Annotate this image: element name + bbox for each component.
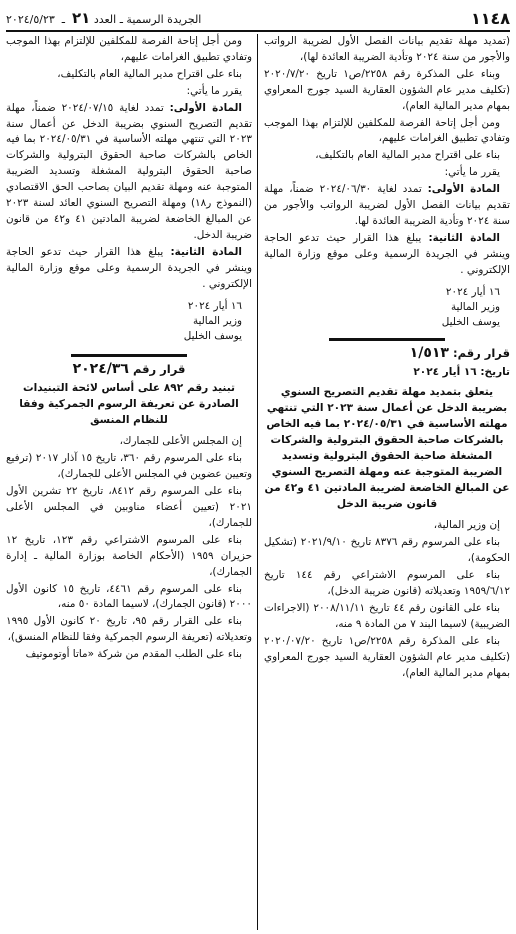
article-text: يبلغ هذا القرار حيث تدعو الحاجة وينشر في الجريدة الرسمية وعلى موقع وزارة المالية الإلكتروني . [264, 231, 510, 276]
article-text: تمدد لغاية ٢٠٢٤/٠٦/٣٠ ضمناً، مهلة تقديم بيانات الفصل الأول لضريبة الرواتب والأجور من سنة ٢٠٢٤ وتأدية الضريبة العائدة لها. [264, 183, 510, 227]
paragraph: بناء على اقتراح مدير المالية العام بالتكليف، [57, 67, 242, 80]
page-header [6, 6, 510, 32]
decision-heading [264, 346, 510, 362]
decision-heading [6, 362, 252, 378]
issue-number: ٢١ [72, 9, 91, 27]
signature-date: ١٦ أيار ٢٠٢٤ [445, 285, 500, 298]
article-2 [6, 245, 252, 293]
article-label: المادة الثانية: [428, 231, 500, 244]
column-divider [257, 34, 258, 930]
decision-label: قرار رقم [132, 361, 186, 376]
signature-name: يوسف الخليل [183, 329, 242, 342]
article-label: المادة الثانية: [170, 245, 242, 258]
decision-subject: يتعلق بتمديد مهلة تقديم التصريح السنوي بضريبة الدخل عن أعمال سنة ٢٠٢٣ التي تنتهي مهلته الأساسية في ٢٠٢٤/٠٥/٣١ بما فيه الخاص بالشركات صاحبة الحقوق البترولية والشركات المشغلة صاحبة الحقوق البترولية وتسديد الضريبة المتوجبة عنه ومهلة التصريح السنوي عن المبالغ الخاضعة لضريبة المادتين ٤١ و٤٢ من قانون ضريبة الدخل [264, 386, 510, 511]
paragraph: إن المجلس الأعلى للجمارك، [119, 435, 242, 448]
paragraph: بناء على المرسوم الاشتراعي رقم ١٤٤ تاريخ ١٩٥٩/٦/١٢ وتعديلاته (قانون ضريبة الدخل)، [264, 569, 510, 598]
issue-date: ٢٠٢٤/٥/٢٣ [6, 13, 55, 26]
left-column [6, 34, 252, 664]
decision-date: تاريخ: ١٦ أيار ٢٠٢٤ [413, 365, 510, 378]
paragraph: ومن أجل إتاحة الفرصة للمكلفين للإلتزام بهذا الموجب وتفادي تطبيق الغرامات عليهم، [264, 116, 510, 145]
article-text: يبلغ هذا القرار حيث تدعو الحاجة وينشر في الجريدة الرسمية وعلى موقع وزارة المالية الإلكتروني . [6, 245, 252, 290]
signature-block [6, 299, 252, 344]
article-label: المادة الأولى: [427, 183, 500, 196]
paragraph: بناء على القانون رقم ٤٤ تاريخ ٢٠٠٨/١١/١١ (الاجراءات الضريبية) لاسيما البند ٧ من المادة ٩ منه، [264, 601, 510, 630]
signature-title: وزير المالية [450, 300, 500, 313]
signature-title: وزير المالية [192, 314, 242, 327]
paragraph: بناء على الطلب المقدم من شركة «ماتا أوتوموتيف [25, 648, 242, 661]
article-label: المادة الأولى: [169, 101, 242, 114]
decides-line: يقرر ما يأتي: [186, 84, 242, 97]
signature-block [264, 285, 510, 330]
page-number: ١١٤٨ [470, 8, 510, 28]
decides-line: يقرر ما يأتي: [444, 166, 500, 179]
paragraph: بناء على المرسوم رقم ٨٣٧٦ تاريخ ٢٠٢١/٩/١٠ (تشكيل الحكومة)، [264, 536, 510, 565]
paragraph: بناء على المرسوم رقم ٤٤٦١، تاريخ ١٥ كانون الأول ٢٠٠٠ (قانون الجمارك)، لاسيما المادة ٥٠ منه، [6, 582, 252, 611]
paragraph: ومن أجل إتاحة الفرصة للمكلفين للإلتزام بهذا الموجب وتفادي تطبيق الغرامات عليهم، [6, 35, 252, 63]
paragraph: بناء على القرار رقم ٩٥، تاريخ ٢٠ كانون الأول ١٩٩٥ وتعديلاته (تعريفة الرسوم الجمركية وفقا للنظام المنسق)، [6, 615, 252, 644]
gazette-name: الجريدة الرسمية ـ العدد [93, 13, 202, 26]
signature-name: يوسف الخليل [441, 315, 500, 328]
paragraph: إن وزير المالية، [433, 519, 500, 532]
decision-number: ٢٠٢٤/٣٦ [72, 360, 129, 377]
paragraph: بناء على المرسوم رقم ٣٦٠، تاريخ ١٥ آذار ٢٠١٧ (ترفيع وتعيين عضوين في المجلس الأعلى للجمارك)، [6, 452, 252, 481]
article-text: تمدد لغاية ٢٠٢٤/٠٧/١٥ ضمناً، مهلة تقديم التصريح السنوي بضريبة الدخل عن أعمال سنة ٢٠٢٣ التي تنتهي مهلته الأساسية في ٢٠٢٤/٠٥/٣١ بما فيه الخاص بالشركات صاحبة الحقوق البترولية والشركات صاحبة الحقوق البترولية المشغلة وتسديد الضريبة المتوجبة عنه ومهلة تقديم البيان بصاحب الحق الاقتصادي (النموذج ر١٨) ومهلة التصريح السنوي العائد لسنة ٢٠٢٣ عن المبالغ الخاضعة لضريبة المادتين ٤١ و٤٢ من قانون ضريبة الدخل. [6, 101, 253, 241]
article-1 [264, 182, 510, 230]
paragraph: (تمديد مهلة تقديم بيانات الفصل الأول لضريبة الرواتب والأجور من سنة ٢٠٢٤ وتأدية الضريبة العائدة لها)، [264, 35, 510, 63]
decision-subject: تبنيد رقم ٨٩٢ على أساس لائحة التبنيدات الصادرة عن تعريفة الرسوم الجمركية وفقا للنظام المنسق [19, 382, 239, 427]
right-column [264, 34, 510, 682]
article-2 [264, 231, 510, 279]
paragraph: بناء على المرسوم الاشتراعي رقم ١٢٣، تاريخ ١٢ حزيران ١٩٥٩ (الأحكام الخاصة بوزارة المالية ـ إدارة الجمارك)، [6, 533, 252, 578]
decision-number: ١/٥١٣ [409, 344, 449, 361]
paragraph: بناء على المذكرة رقم ٢٢٥٨/ص١ تاريخ ٢٠٢٠/٠٧/٢٠ (تكليف مدير عام الشؤون العقارية السيد جورج المعراوي بمهام مدير المالية العام)، [264, 634, 510, 679]
article-1 [6, 101, 252, 244]
signature-date: ١٦ أيار ٢٠٢٤ [187, 299, 242, 312]
paragraph: وبناء على المذكرة رقم ٢٢٥٨/ص١ تاريخ ٢٠٢٠/٧/٢٠ (تكليف مدير عام الشؤون العقارية السيد جورج المعراوي بمهام مدير المالية العام)، [264, 67, 510, 112]
decision-label: قرار رقم: [452, 345, 510, 360]
issue-info: الجريدة الرسمية ـ العدد ٢١ ـ ٢٠٢٤/٥/٢٣ [6, 9, 202, 27]
paragraph: بناء على المرسوم رقم ٨٤١٢، تاريخ ٢٢ تشرين الأول ٢٠٢١ (تعيين أعضاء مناوبين في المجلس الأعلى للجمارك)، [6, 485, 252, 529]
paragraph: بناء على اقتراح مدير المالية العام بالتكليف، [315, 149, 500, 162]
